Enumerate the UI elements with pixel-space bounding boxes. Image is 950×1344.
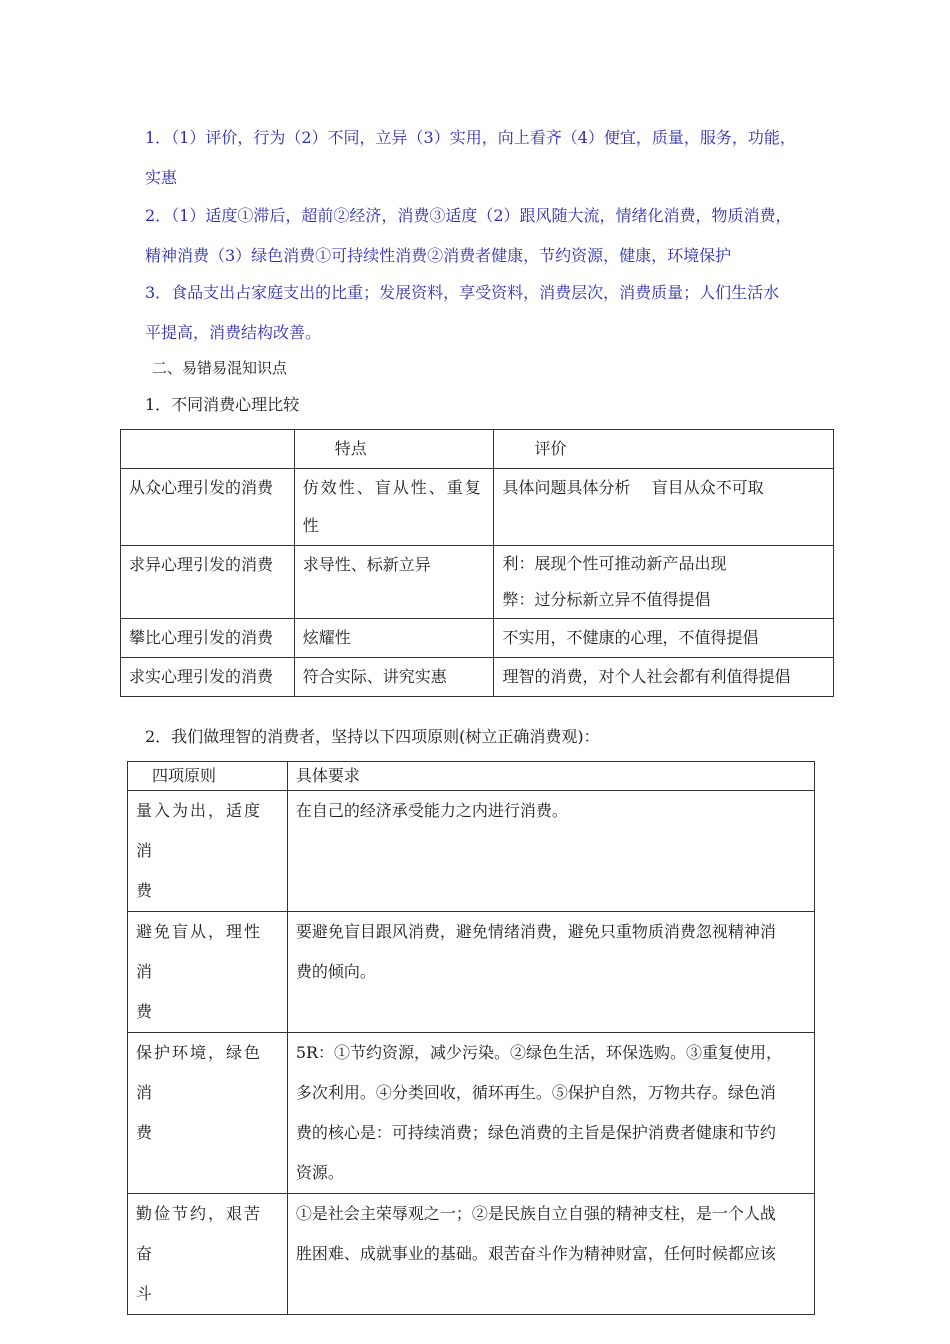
row-name: 求实心理引发的消费 [121, 658, 295, 697]
answer-1-line-1: 1．（1）评价，行为（2）不同，立异（3）实用，向上看齐（4）便宜，质量，服务，功能， [145, 128, 796, 147]
row-feature: 求导性、标新立异 [294, 546, 494, 619]
row-feature: 仿效性、盲从性、重复 性 [294, 469, 494, 546]
answer-3-line-1: 3．食品支出占家庭支出的比重；发展资料，享受资料，消费层次，消费质量；人们生活水 [145, 283, 780, 302]
row-requirement: 5R：①节约资源，减少污染。②绿色生活，环保选购。③重复使用， 多次利用。④分类回收，循环再生。⑤保护自然，万物共存。绿色消 费的核心是：可持续消费；绿色消费的主旨是保护消费者健康和节约 资源。 [287, 1033, 814, 1194]
table2-title: 2．我们做理智的消费者，坚持以下四项原则(树立正确消费观)： [145, 727, 600, 746]
row-requirement: 要避免盲目跟风消费，避免情绪消费，避免只重物质消费忽视精神消 费的倾向。 [287, 912, 814, 1033]
answer-3-line-2: 平提高，消费结构改善。 [145, 323, 322, 342]
row-evaluation: 具体问题具体分析 盲目从众不可取 [494, 469, 834, 546]
row-principle: 保护环境，绿色消 费 [128, 1033, 288, 1194]
row-evaluation: 利：展现个性可推动新产品出现 弊：过分标新立异不值得提倡 [494, 546, 834, 619]
table-header-row [121, 430, 834, 469]
answer-2-line-1: 2．（1）适度①滞后，超前②经济，消费③适度（2）跟风随大流，情绪化消费，物质消费， [145, 206, 792, 225]
row-name: 从众心理引发的消费 [121, 469, 295, 546]
header-requirement: 具体要求 [287, 762, 814, 791]
row-name: 攀比心理引发的消费 [121, 619, 295, 658]
table-row [128, 1033, 815, 1194]
row-name: 求异心理引发的消费 [121, 546, 295, 619]
table-row [128, 912, 815, 1033]
header-feature: 特点 [294, 430, 494, 469]
table-row [121, 619, 834, 658]
row-principle: 量入为出，适度消 费 [128, 791, 288, 912]
row-principle: 避免盲从，理性消 费 [128, 912, 288, 1033]
row-feature: 符合实际、讲究实惠 [294, 658, 494, 697]
table-row [121, 469, 834, 546]
header-empty [121, 430, 295, 469]
section-title: 二、易错易混知识点 [152, 359, 288, 377]
row-evaluation: 不实用，不健康的心理，不值得提倡 [494, 619, 834, 658]
table-row [128, 791, 815, 912]
row-requirement: ①是社会主荣辱观之一；②是民族自立自强的精神支柱，是一个人战 胜困难、成就事业的基础。艰苦奋斗作为精神财富，任何时候都应该 [287, 1194, 814, 1315]
table-row [121, 658, 834, 697]
answer-2-line-2: 精神消费（3）绿色消费①可持续性消费②消费者健康，节约资源，健康，环境保护 [145, 246, 732, 265]
row-evaluation: 理智的消费，对个人社会都有利值得提倡 [494, 658, 834, 697]
row-requirement: 在自己的经济承受能力之内进行消费。 [287, 791, 814, 912]
answer-1-line-2: 实惠 [145, 168, 178, 187]
header-principle: 四项原则 [128, 762, 288, 791]
header-evaluation: 评价 [494, 430, 834, 469]
row-principle: 勤俭节约，艰苦奋 斗 [128, 1194, 288, 1315]
table-row [128, 1194, 815, 1315]
consumer-psychology-table [120, 429, 834, 697]
table-row [121, 546, 834, 619]
consumption-principles-table [127, 761, 815, 1315]
table1-title: 1．不同消费心理比较 [145, 395, 300, 414]
table-header-row [128, 762, 815, 791]
row-feature: 炫耀性 [294, 619, 494, 658]
